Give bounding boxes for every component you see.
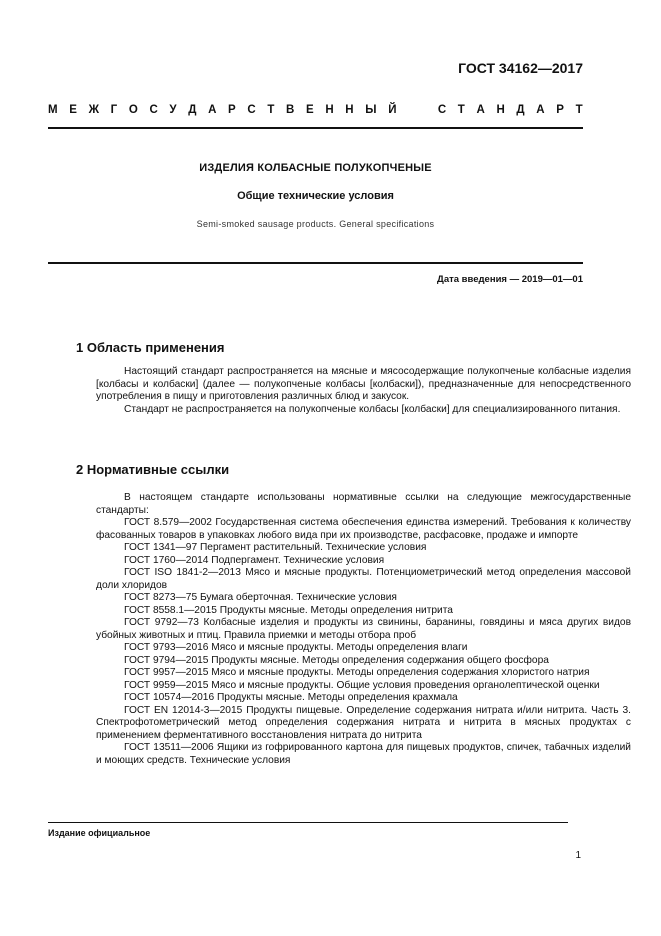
banner-letter: Ж xyxy=(88,104,99,116)
header-divider xyxy=(48,127,583,129)
reference-item: ГОСТ 13511—2006 Ящики из гофрированного картона для пищевых продуктов, спичек, табачных изделий и моющих средств. Технические условия xyxy=(96,742,631,766)
document-title: ИЗДЕЛИЯ КОЛБАСНЫЕ ПОЛУКОПЧЕНЫЕ xyxy=(199,162,432,174)
banner-letter: Г xyxy=(110,104,118,116)
banner-letter: О xyxy=(128,104,138,116)
english-title: Semi-smoked sausage products. General specifications xyxy=(196,219,435,229)
banner-letter: А xyxy=(476,104,485,116)
banner-letter: Р xyxy=(228,104,236,116)
reference-item: ГОСТ EN 12014-3—2015 Продукты пищевые. Определение содержания нитрата и/или нитрита. Часть 3. Спектрофотометрический метод определения содержания нитрата и нитрита в мясных продуктах с применением ферментативного восстановления нитрата до нитрита xyxy=(96,704,631,741)
banner-letter: Ы xyxy=(365,104,377,116)
paragraph: В настоящем стандарте использованы нормативные ссылки на следующие межгосударственные стандарты: xyxy=(96,492,631,516)
footer-divider xyxy=(48,822,568,823)
title-divider xyxy=(48,262,583,264)
reference-item: ГОСТ ISO 1841-2—2013 Мясо и мясные продукты. Потенциометрический метод определения массовой доли хлоридов xyxy=(96,567,631,591)
banner-letter: А xyxy=(208,104,217,116)
banner-letter: Й xyxy=(388,104,397,116)
document-subtitle: Общие технические условия xyxy=(237,190,394,202)
paragraph: Настоящий стандарт распространяется на мясные и мясосодержащие полукопченые колбасные изделия [колбасы и колбаски] (далее — полукопченые колбасы [колбаски]), предназначенные для непосредственного употребления в пищу и приготовления различных блюд и закусок. xyxy=(96,366,631,402)
reference-item: ГОСТ 1341—97 Пергамент растительный. Технические условия xyxy=(124,542,427,553)
banner-letter: В xyxy=(286,104,295,116)
banner-letter: Е xyxy=(69,104,77,116)
reference-item: ГОСТ 8558.1—2015 Продукты мясные. Методы определения нитрита xyxy=(124,604,453,616)
banner-letter xyxy=(423,104,426,116)
reference-item: ГОСТ 9794—2015 Продукты мясные. Методы определения содержания общего фосфора xyxy=(124,654,549,666)
banner-letter: Д xyxy=(516,104,525,116)
section-2-body xyxy=(48,492,631,767)
section-2-heading: 2 Нормативные ссылки xyxy=(76,462,230,477)
section-1-body xyxy=(48,366,631,416)
banner-letter: А xyxy=(536,104,545,116)
banner-letter: Н xyxy=(325,104,334,116)
banner-letter: У xyxy=(169,104,177,116)
banner-letter: С xyxy=(437,104,447,116)
page-number: 1 xyxy=(575,850,581,861)
banner-letter: С xyxy=(149,104,158,116)
banner-letter: Д xyxy=(188,104,197,116)
banner-letter: Т xyxy=(457,104,465,116)
paragraph: Стандарт не распространяется на полукопченые колбасы [колбаски] для специализированного питания. xyxy=(124,403,621,415)
reference-item: ГОСТ 9959—2015 Мясо и мясные продукты. Общие условия проведения органолептической оценки xyxy=(124,679,600,691)
banner-letter xyxy=(408,104,411,116)
banner-letter: Н xyxy=(496,104,505,116)
banner-letter: Р xyxy=(556,104,564,116)
interstate-standard-banner xyxy=(48,104,583,116)
banner-letter: Т xyxy=(575,104,583,116)
official-edition-note: Издание официальное xyxy=(48,828,151,838)
introduction-date: Дата введения — 2019—01—01 xyxy=(437,274,583,285)
banner-letter: Т xyxy=(267,104,275,116)
banner-letter: М xyxy=(48,104,58,116)
reference-item: ГОСТ 1760—2014 Подпергамент. Технические условия xyxy=(124,554,385,566)
reference-item: ГОСТ 9957—2015 Мясо и мясные продукты. Методы определения содержания хлористого натрия xyxy=(124,667,590,678)
banner-letter: Е xyxy=(306,104,314,116)
reference-item: ГОСТ 8.579—2002 Государственная система обеспечения единства измерений. Требования к количеству фасованных товаров в упаковках любого вида при их производстве, расфасовке, продаже и импорте xyxy=(96,517,631,541)
banner-letter: Н xyxy=(345,104,354,116)
banner-letter: С xyxy=(247,104,256,116)
reference-item: ГОСТ 9792—73 Колбасные изделия и продукты из свинины, баранины, говядины и мяса других видов убойных животных и птиц. Правила приемки и методы отбора проб xyxy=(96,617,631,641)
reference-item: ГОСТ 8273—75 Бумага оберточная. Технические условия xyxy=(124,592,397,603)
reference-item: ГОСТ 10574—2016 Продукты мясные. Методы определения крахмала xyxy=(124,692,458,703)
document-code: ГОСТ 34162—2017 xyxy=(458,60,583,76)
section-1-heading: 1 Область применения xyxy=(76,340,225,355)
reference-item: ГОСТ 9793—2016 Мясо и мясные продукты. Методы определения влаги xyxy=(124,642,468,653)
